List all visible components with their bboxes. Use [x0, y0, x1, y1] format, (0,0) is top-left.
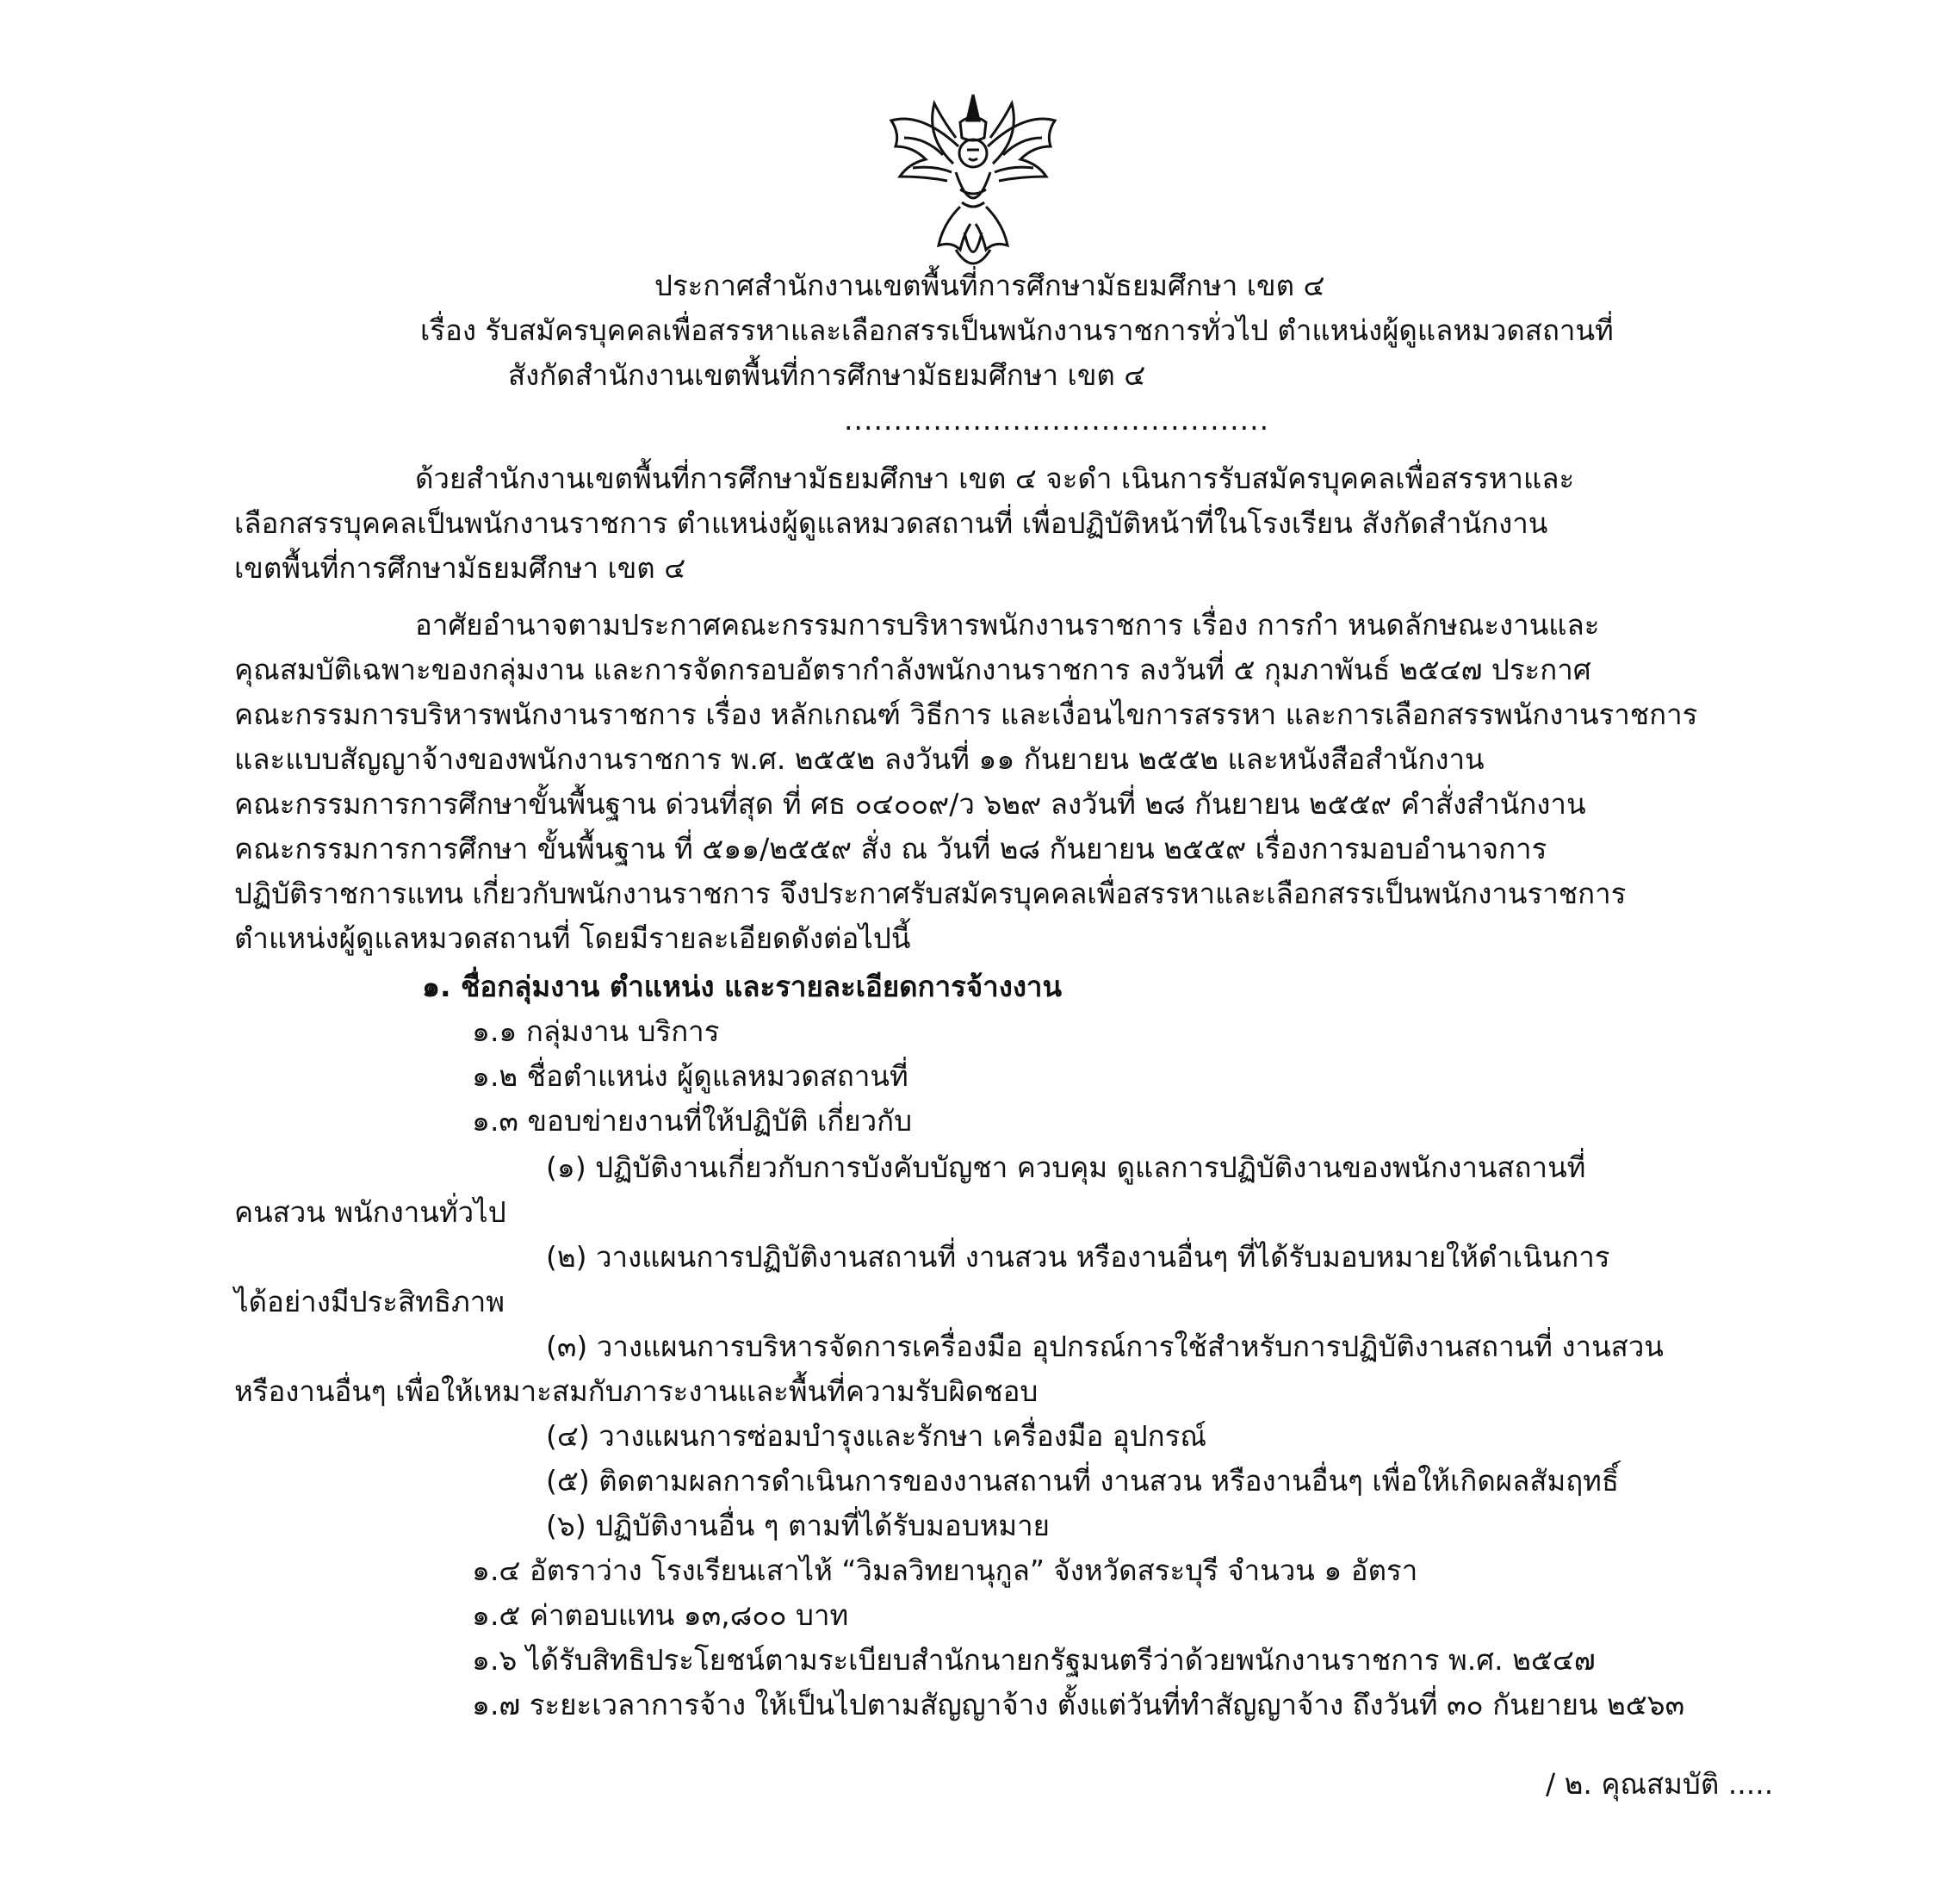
para2-line-8: ตำแหน่งผู้ดูแลหมวดสถานที่ โดยมีรายละเอียดดังต่อไปนี้ [234, 921, 911, 955]
continuation-note: / ๒. คุณสมบัติ ..... [1546, 1767, 1774, 1801]
para2-line-5: คณะกรรมการการศึกษาขั้นพื้นฐาน ด่วนที่สุด ที่ ศธ ๐๔๐๐๙/ว ๖๒๙ ลงวันที่ ๒๘ กันยายน ๒๕๕๙ คำสั่งสำนักงาน [234, 787, 1586, 821]
para2-line-6: คณะกรรมการการศึกษา ขั้นพื้นฐาน ที่ ๕๑๑/๒๕๕๙ สั่ง ณ วันที่ ๒๘ กันยายน ๒๕๕๙ เรื่องการมอบอำนาจการ [234, 832, 1547, 865]
item-1-7: ๑.๗ ระยะเวลาการจ้าง ให้เป็นไปตามสัญญาจ้าง ตั้งแต่วันที่ทำสัญญาจ้าง ถึงวันที่ ๓๐ กันยายน ๒๕๖๓ [472, 1688, 1685, 1721]
item-1-5: ๑.๕ ค่าตอบแทน ๑๓,๘๐๐ บาท [472, 1598, 849, 1632]
garuda-emblem-icon [874, 86, 1072, 280]
duty-6: (๖) ปฏิบัติงานอื่น ๆ ตามที่ได้รับมอบหมาย [546, 1509, 1051, 1542]
item-1-4: ๑.๔ อัตราว่าง โรงเรียนเสาไห้ “วิมลวิทยานุกูล” จังหวัดสระบุรี จำนวน ๑ อัตรา [472, 1554, 1418, 1587]
para1-line-3: เขตพื้นที่การศึกษามัธยมศึกษา เขต ๔ [234, 551, 686, 585]
duty-4: (๔) วางแผนการซ่อมบำรุงและรักษา เครื่องมือ อุปกรณ์ [546, 1419, 1206, 1453]
para2-line-1: อาศัยอำนาจตามประกาศคณะกรรมการบริหารพนักงานราชการ เรื่อง การกำ หนดลักษณะงานและ [415, 608, 1600, 642]
item-1-2: ๑.๒ ชื่อตำแหน่ง ผู้ดูแลหมวดสถานที่ [472, 1059, 908, 1093]
para2-line-4: และแบบสัญญาจ้างของพนักงานราชการ พ.ศ. ๒๕๕๒ ลงวันที่ ๑๑ กันยายน ๒๕๕๒ และหนังสือสำนักงาน [234, 742, 1485, 776]
para1-line-1: ด้วยสำนักงานเขตพื้นที่การศึกษามัธยมศึกษา เขต ๔ จะดำ เนินการรับสมัครบุคคลเพื่อสรรหาและ [415, 462, 1575, 495]
announcement-subject-line-2: สังกัดสำนักงานเขตพื้นที่การศึกษามัธยมศึกษา เขต ๔ [508, 358, 1146, 392]
item-1-1: ๑.๑ กลุ่มงาน บริการ [472, 1014, 720, 1048]
section-1-heading: ๑. ชื่อกลุ่มงาน ตำแหน่ง และรายละเอียดการจ้างงาน [422, 970, 1063, 1003]
para2-line-3: คณะกรรมการบริหารพนักงานราชการ เรื่อง หลักเกณฑ์ วิธีการ และเงื่อนไขการสรรหา และการเลือกสรรพนักงานราชการ [234, 698, 1698, 731]
duty-2-line-1: (๒) วางแผนการปฏิบัติงานสถานที่ งานสวน หรืองานอื่นๆ ที่ได้รับมอบหมายให้ดำเนินการ [546, 1240, 1610, 1274]
duty-2-line-2: ได้อย่างมีประสิทธิภาพ [234, 1285, 505, 1318]
announcement-subject-line-1: เรื่อง รับสมัครบุคคลเพื่อสรรหาและเลือกสรรเป็นพนักงานราชการทั่วไป ตำแหน่งผู้ดูแลหมวดสถานที่ [420, 313, 1614, 347]
duty-3-line-2: หรืองานอื่นๆ เพื่อให้เหมาะสมกับภาระงานและพื้นที่ความรับผิดชอบ [234, 1374, 1039, 1408]
duty-1-line-2: คนสวน พนักงานทั่วไป [234, 1195, 506, 1229]
duty-1-line-1: (๑) ปฏิบัติงานเกี่ยวกับการบังคับบัญชา ควบคุม ดูแลการปฏิบัติงานของพนักงานสถานที่ [546, 1150, 1586, 1184]
item-1-3: ๑.๓ ขอบข่ายงานที่ให้ปฏิบัติ เกี่ยวกับ [472, 1104, 913, 1138]
title-divider: ........................................... [844, 403, 1270, 437]
para2-line-7: ปฏิบัติราชการแทน เกี่ยวกับพนักงานราชการ จึงประกาศรับสมัครบุคคลเพื่อสรรหาและเลือกสรรเป็นพนักงานราชการ [234, 877, 1627, 910]
para2-line-2: คุณสมบัติเฉพาะของกลุ่มงาน และการจัดกรอบอัตรากำลังพนักงานราชการ ลงวันที่ ๕ กุมภาพันธ์ ๒๕๔๗ ประกาศ [234, 653, 1591, 686]
duty-3-line-1: (๓) วางแผนการบริหารจัดการเครื่องมือ อุปกรณ์การใช้สำหรับการปฏิบัติงานสถานที่ งานสวน [546, 1330, 1664, 1363]
announcement-title: ประกาศสำนักงานเขตพื้นที่การศึกษามัธยมศึกษา เขต ๔ [654, 269, 1325, 302]
para1-line-2: เลือกสรรบุคคลเป็นพนักงานราชการ ตำแหน่งผู้ดูแลหมวดสถานที่ เพื่อปฏิบัติหน้าที่ในโรงเรียน สังกัดสำนักงาน [234, 506, 1548, 540]
duty-5: (๕) ติดตามผลการดำเนินการของงานสถานที่ งานสวน หรืองานอื่นๆ เพื่อให้เกิดผลสัมฤทธิ์ [546, 1464, 1620, 1498]
item-1-6: ๑.๖ ได้รับสิทธิประโยชน์ตามระเบียบสำนักนายกรัฐมนตรีว่าด้วยพนักงานราชการ พ.ศ. ๒๕๔๗ [472, 1643, 1596, 1677]
